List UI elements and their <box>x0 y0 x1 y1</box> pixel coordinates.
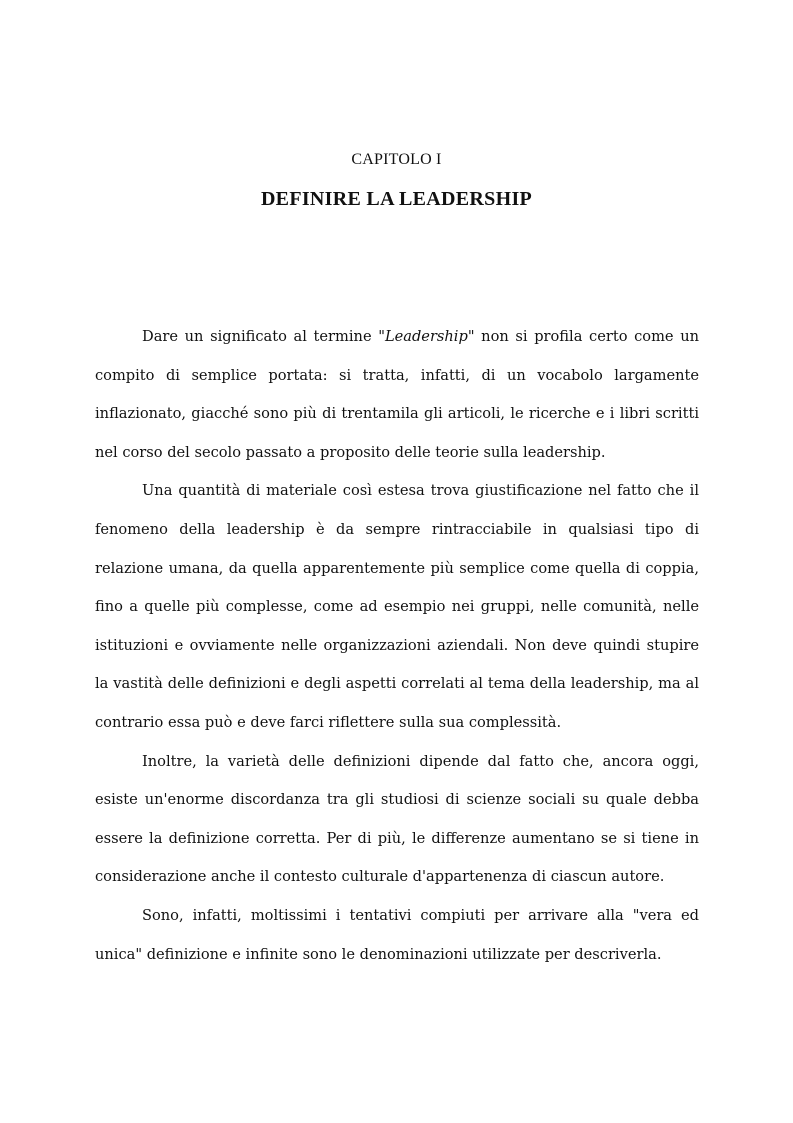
paragraph-1-before-italic: Dare un significato al termine " <box>142 328 385 345</box>
paragraph-1-after-italic: " non si profila certo come un compito di semplice portata: si tratta, infatti, di un vocabolo largamente inflazionato, giacché sono più di trentamila gli articoli, le ricerche e i libri scritti nel corso del secolo passato a proposito delle teorie sulla leadership. <box>95 328 699 461</box>
paragraph-2: Una quantità di materiale così estesa trova giustificazione nel fatto che il fenomeno della leadership è da sempre rintracciabile in qualsiasi tipo di relazione umana, da quella apparentemente più semplice come quella di coppia, fino a quelle più complesse, come ad esempio nei gruppi, nelle comunità, nelle istituzioni e ovviamente nelle organizzazioni aziendali. Non deve quindi stupire la vastità delle definizioni e degli aspetti correlati al tema della leadership, ma al contrario essa può e deve farci riflettere sulla sua complessità. <box>95 482 699 731</box>
chapter-label: CAPITOLO I <box>351 151 442 168</box>
chapter-title: DEFINIRE LA LEADERSHIP <box>260 188 533 210</box>
body-text <box>95 318 699 974</box>
italic-term-leadership: Leadership <box>384 328 468 345</box>
paragraph-3: Inoltre, la varietà delle definizioni dipende dal fatto che, ancora oggi, esiste un'enorme discordanza tra gli studiosi di scienze sociali su quale debba essere la definizione corretta. Per di più, le differenze aumentano se si tiene in considerazione anche il contesto culturale d'appartenenza di ciascun autore. <box>95 752 699 886</box>
paragraph-1 <box>95 318 699 472</box>
paragraph-4: Sono, infatti, moltissimi i tentativi compiuti per arrivare alla "vera ed unica" definizione e infinite sono le denominazioni utilizzate per descriverla. <box>95 906 699 963</box>
